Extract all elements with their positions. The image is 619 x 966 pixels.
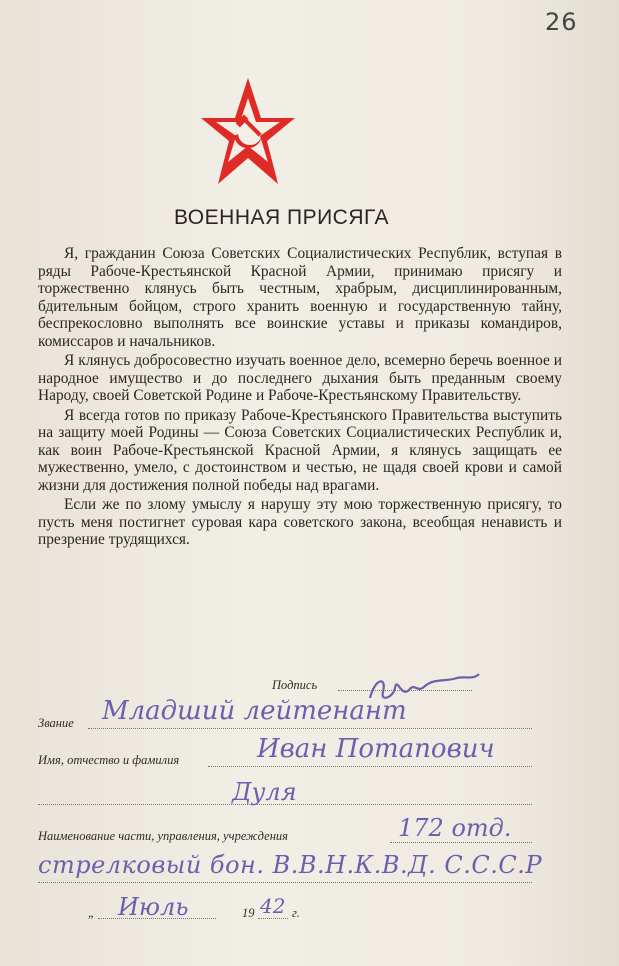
date-year-prefix: 19 [242,906,255,920]
date-open-quote: „ [88,906,95,920]
oath-paragraph-4: Если же по злому умыслу я нарушу эту мою торжественную присягу, то пусть меня постигнет суровая кара советского закона, всеобщая ненависть и презрение трудящихся. [38,496,562,548]
signature-label: Подпись [272,678,318,692]
name-label: Имя, отчество и фамилия [38,753,180,767]
oath-paragraph-2: Я клянусь добросовестно изучать военное дело, всемерно беречь военное и народное имущество и до последнего дыхания быть преданным своему Народу, своей Советской Родине и Рабоче-Крестьянскому Правительству. [38,352,562,404]
unit-label: Наименование части, управления, учреждения [38,829,288,843]
surname-value: Дуля [232,778,297,806]
page-number: 26 [545,8,578,36]
rank-label: Звание [38,716,74,730]
unit-value: 172 отд. [398,814,512,842]
date-year-line [258,918,288,919]
oath-paragraph-1: Я, гражданин Союза Советских Социалистических Республик, вступая в ряды Рабоче-Крестьянской Красной Армии, принимаю присягу и торжественно клянусь быть честным, храбрым, дисциплинированным, бдительным бойцом, строго хранить военную и государственную тайну, беспрекословно выполнять все воинские уставы и приказы командиров, комиссаров и начальников. [38,245,562,350]
rank-line [88,728,532,729]
oath-text [38,245,562,551]
oath-paragraph-3: Я всегда готов по приказу Рабоче-Крестьянского Правительства выступить на защиту моей Родины — Союза Советских Социалистических Республик и, как воин Рабоче-Крестьянской Красной Армии, я клянусь защищать ее мужественно, умело, с достоинством и честью, не щадя своей крови и самой жизни для достижения полной победы над врагами. [38,406,562,494]
date-year-abbr: г. [292,906,300,920]
name-line [208,766,532,767]
red-star-hammer-sickle-icon [198,74,298,190]
date-year-suffix: 42 [260,894,286,918]
document-title: ВОЕННАЯ ПРИСЯГА [174,206,389,229]
unit-line [390,842,532,843]
unit-line-2 [38,882,532,883]
rank-value: Младший лейтенант [102,696,407,726]
name-value: Иван Потапович [257,734,495,764]
date-month: Июль [118,893,189,921]
unit-value-2: стрелковый бон. В.В.Н.К.В.Д. С.С.С.Р [38,851,543,879]
